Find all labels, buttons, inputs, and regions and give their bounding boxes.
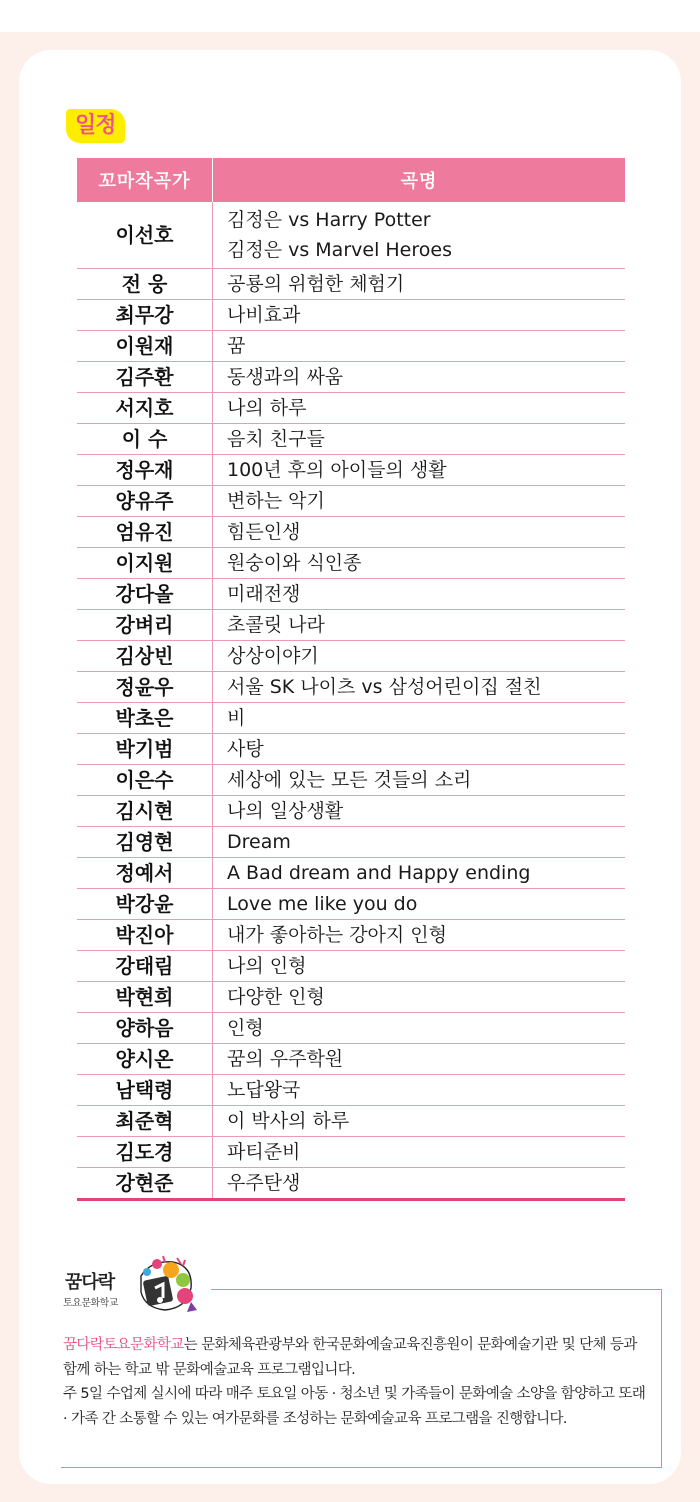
- composer-name: 박진아: [77, 920, 213, 951]
- song-cell: [213, 889, 626, 920]
- song-cell: [213, 424, 626, 455]
- description-p1-text: 는 문화체육관광부와 한국문화예술교육진흥원이 문화예술기관 및 단체 등과 함께 하는 학교 밖 문화예술교육 프로그램입니다.: [63, 1337, 637, 1378]
- table-row: [77, 517, 625, 548]
- table-row: [77, 393, 625, 424]
- song-cell: [213, 641, 626, 672]
- song-title: 초콜릿 나라: [227, 614, 325, 636]
- composer-name: 김영현: [77, 827, 213, 858]
- song-cell: [213, 300, 626, 331]
- table-row: [77, 1137, 625, 1168]
- song-cell: [213, 548, 626, 579]
- song-title: 나의 일상생활: [227, 800, 344, 822]
- song-title: 세상에 있는 모든 것들의 소리: [227, 769, 472, 791]
- composer-name: 강태림: [77, 951, 213, 982]
- table-row: [77, 610, 625, 641]
- song-cell: [213, 1168, 626, 1200]
- table-row: [77, 1106, 625, 1137]
- song-title: 노답왕국: [227, 1079, 301, 1101]
- song-title: 꿈: [227, 335, 246, 357]
- table-row: [77, 796, 625, 827]
- composer-name: 이원재: [77, 331, 213, 362]
- song-cell: [213, 1013, 626, 1044]
- song-cell: [213, 765, 626, 796]
- program-logo: [51, 1252, 211, 1314]
- composer-name: 최준혁: [77, 1106, 213, 1137]
- composer-name: 남택령: [77, 1075, 213, 1106]
- song-title: 힘든인생: [227, 521, 301, 543]
- composer-name: 박현희: [77, 982, 213, 1013]
- composer-name: 김시현: [77, 796, 213, 827]
- schedule-table: [77, 158, 625, 1201]
- logo-subtitle: 토요문화학교: [63, 1298, 118, 1309]
- song-cell: [213, 1075, 626, 1106]
- song-cell: [213, 269, 626, 300]
- song-title: 김정은 vs Harry Potter: [227, 209, 431, 231]
- composer-name: 박강윤: [77, 889, 213, 920]
- song-cell: [213, 858, 626, 889]
- table-row: [77, 827, 625, 858]
- composer-name: 박기범: [77, 734, 213, 765]
- song-cell: [213, 951, 626, 982]
- song-title: 다양한 인형: [227, 986, 325, 1008]
- table-row: [77, 548, 625, 579]
- song-title: 이 박사의 하루: [227, 1110, 350, 1132]
- song-cell: [213, 202, 626, 269]
- song-title: 공룡의 위험한 체험기: [227, 273, 405, 295]
- composer-name: 양유주: [77, 486, 213, 517]
- song-title: 나의 하루: [227, 397, 307, 419]
- song-cell: [213, 579, 626, 610]
- top-strip: [0, 0, 700, 32]
- table-row: [77, 734, 625, 765]
- table-row: [77, 300, 625, 331]
- song-cell: [213, 610, 626, 641]
- song-cell: [213, 455, 626, 486]
- song-title: 꿈의 우주학원: [227, 1048, 344, 1070]
- table-header-row: [77, 158, 625, 202]
- song-cell: [213, 1044, 626, 1075]
- song-title: Dream: [227, 831, 291, 853]
- song-cell: [213, 393, 626, 424]
- composer-name: 정우재: [77, 455, 213, 486]
- header-composer: 꼬마작곡가: [77, 158, 213, 202]
- table-row: [77, 858, 625, 889]
- table-row: [77, 1013, 625, 1044]
- song-cell: [213, 920, 626, 951]
- composer-name: 이 수: [77, 424, 213, 455]
- composer-name: 이은수: [77, 765, 213, 796]
- description-paragraph-2: 주 5일 수업제 실시에 따라 매주 토요일 아동 · 청소년 및 가족들이 문화예술 소양을 함양하고 또래 · 가족 간 소통할 수 있는 여가문화를 조성하는 문화예술교육 프로그램을 진행합니다.: [63, 1386, 646, 1427]
- composer-name: 김주환: [77, 362, 213, 393]
- table-row: [77, 672, 625, 703]
- table-row: [77, 982, 625, 1013]
- composer-name: 이선호: [77, 202, 213, 269]
- song-title: 사탕: [227, 738, 264, 760]
- composer-name: 엄유진: [77, 517, 213, 548]
- table-row: [77, 703, 625, 734]
- song-title: 내가 좋아하는 강아지 인형: [227, 924, 448, 946]
- song-cell: [213, 486, 626, 517]
- composer-name: 양하음: [77, 1013, 213, 1044]
- table-row: [77, 951, 625, 982]
- table-row: [77, 424, 625, 455]
- schedule-badge: 일정: [66, 109, 125, 143]
- program-description: [63, 1333, 653, 1431]
- song-title: 우주탄생: [227, 1172, 301, 1194]
- song-title: 나의 인형: [227, 955, 307, 977]
- table-row: [77, 1168, 625, 1200]
- song-title: 비: [227, 707, 246, 729]
- composer-name: 전 웅: [77, 269, 213, 300]
- composer-name: 강현준: [77, 1168, 213, 1200]
- composer-name: 강벼리: [77, 610, 213, 641]
- song-cell: [213, 827, 626, 858]
- song-cell: [213, 1106, 626, 1137]
- song-cell: [213, 734, 626, 765]
- song-title: 음치 친구들: [227, 428, 325, 450]
- song-cell: [213, 1137, 626, 1168]
- composer-name: 박초은: [77, 703, 213, 734]
- composer-name: 이지원: [77, 548, 213, 579]
- song-cell: [213, 703, 626, 734]
- table-row: [77, 269, 625, 300]
- composer-name: 서지호: [77, 393, 213, 424]
- song-cell: [213, 517, 626, 548]
- composer-name: 김도경: [77, 1137, 213, 1168]
- header-song: 곡명: [213, 158, 626, 202]
- song-title: 변하는 악기: [227, 490, 325, 512]
- logo-title: 꿈다락: [65, 1272, 115, 1293]
- song-title: 파티준비: [227, 1141, 301, 1163]
- description-paragraph-1: [63, 1333, 653, 1382]
- song-cell: [213, 672, 626, 703]
- song-title: 원숭이와 식인종: [227, 552, 362, 574]
- table-row: [77, 1075, 625, 1106]
- song-title: Love me like you do: [227, 893, 418, 915]
- song-title: 인형: [227, 1017, 264, 1039]
- song-title: 서울 SK 나이츠 vs 삼성어린이집 절친: [227, 676, 542, 698]
- song-title: 상상이야기: [227, 645, 319, 667]
- table-row: [77, 202, 625, 269]
- composer-name: 정예서: [77, 858, 213, 889]
- composer-name: 최무강: [77, 300, 213, 331]
- table-row: [77, 362, 625, 393]
- song-cell: [213, 331, 626, 362]
- table-row: [77, 486, 625, 517]
- table-row: [77, 455, 625, 486]
- table-row: [77, 765, 625, 796]
- table-row: [77, 889, 625, 920]
- composer-name: 정윤우: [77, 672, 213, 703]
- program-name-highlight: 꿈다락토요문화학교: [63, 1337, 184, 1353]
- song-title: 100년 후의 아이들의 생활: [227, 459, 447, 481]
- schedule-body: [77, 202, 625, 1200]
- composer-name: 강다올: [77, 579, 213, 610]
- composer-name: 양시온: [77, 1044, 213, 1075]
- song-cell: [213, 796, 626, 827]
- table-row: [77, 1044, 625, 1075]
- song-title: 김정은 vs Marvel Heroes: [227, 239, 452, 261]
- song-cell: [213, 362, 626, 393]
- logo-emblem-icon: [133, 1254, 199, 1316]
- song-cell: [213, 982, 626, 1013]
- composer-name: 김상빈: [77, 641, 213, 672]
- table-row: [77, 641, 625, 672]
- song-title: 나비효과: [227, 304, 301, 326]
- table-row: [77, 920, 625, 951]
- table-row: [77, 331, 625, 362]
- song-title: 동생과의 싸움: [227, 366, 344, 388]
- song-title: A Bad dream and Happy ending: [227, 862, 531, 884]
- table-row: [77, 579, 625, 610]
- song-title: 미래전쟁: [227, 583, 301, 605]
